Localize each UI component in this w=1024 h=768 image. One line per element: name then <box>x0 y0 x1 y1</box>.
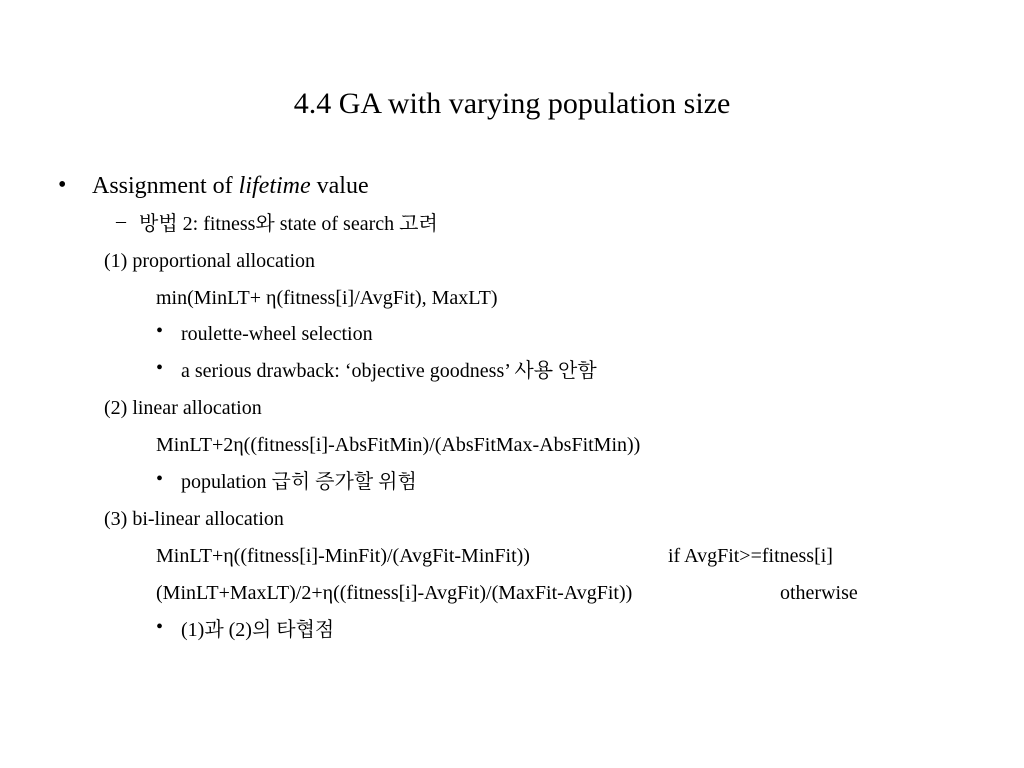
bilinear-formula-2: (MinLT+MaxLT)/2+η((fitness[i]-AvgFit)/(MaxFit-AvgFit)) <box>156 582 633 604</box>
proportional-bullet-1: roulette-wheel selection <box>181 323 373 345</box>
bullet-icon: • <box>58 172 67 198</box>
bullet-icon: • <box>156 616 164 638</box>
assignment-suffix: value <box>310 173 369 199</box>
assignment-prefix: Assignment of <box>92 173 239 199</box>
linear-bullet-1: population 급히 증가할 위험 <box>181 471 417 493</box>
dash-icon: – <box>116 210 126 232</box>
proportional-heading: (1) proportional allocation <box>104 250 316 272</box>
bilinear-heading: (3) bi-linear allocation <box>104 508 284 530</box>
bullet-icon: • <box>156 468 164 490</box>
assignment-italic: lifetime <box>238 173 311 199</box>
proportional-bullet-2: a serious drawback: ‘objective goodness’ 사용 안함 <box>181 360 597 382</box>
bullet-icon: • <box>156 320 164 342</box>
slide-title: 4.4 GA with varying population size <box>293 87 731 120</box>
bilinear-formula-1: MinLT+η((fitness[i]-MinFit)/(AvgFit-MinFit)) <box>156 545 530 567</box>
bilinear-bullet-1: (1)과 (2)의 타협점 <box>181 619 335 641</box>
bilinear-condition-1: if AvgFit>=fitness[i] <box>668 545 833 567</box>
bilinear-condition-2: otherwise <box>780 582 858 604</box>
assignment-line <box>92 172 369 200</box>
linear-formula: MinLT+2η((fitness[i]-AbsFitMin)/(AbsFitMax-AbsFitMin)) <box>156 434 641 456</box>
bullet-icon: • <box>156 357 164 379</box>
linear-heading: (2) linear allocation <box>104 397 262 419</box>
proportional-formula: min(MinLT+ η(fitness[i]/AvgFit), MaxLT) <box>156 287 498 309</box>
method-line: 방법 2: fitness와 state of search 고려 <box>139 213 438 235</box>
